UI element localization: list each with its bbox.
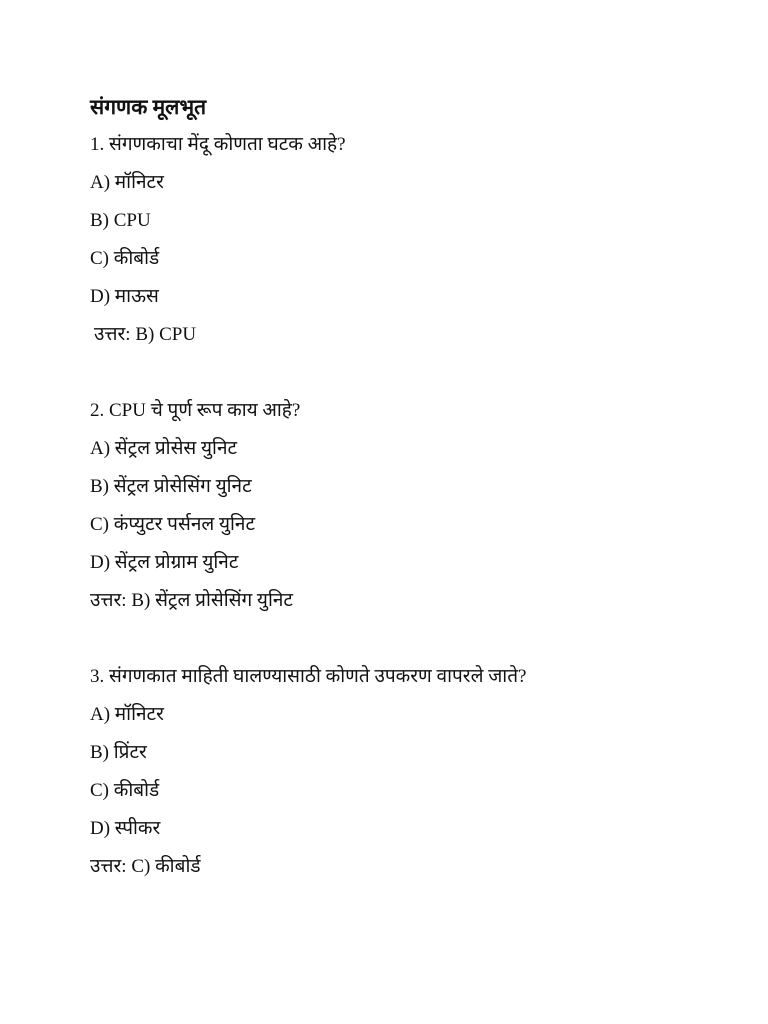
option-b: B) सेंट्रल प्रोसेसिंग युनिट bbox=[90, 476, 252, 497]
option-a: A) सेंट्रल प्रोसेस युनिट bbox=[90, 438, 238, 459]
question-block-1 bbox=[90, 130, 730, 350]
spacer bbox=[90, 358, 730, 388]
option-c: C) कीबोर्ड bbox=[90, 248, 160, 269]
question-block-2 bbox=[90, 396, 730, 616]
question-block-3 bbox=[90, 662, 730, 882]
spacer bbox=[90, 624, 730, 654]
question-text: 3. संगणकात माहिती घालण्यासाठी कोणते उपकरण वापरले जाते? bbox=[90, 666, 527, 687]
document-title: संगणक मूलभूत bbox=[90, 95, 207, 119]
option-c: C) कंप्युटर पर्सनल युनिट bbox=[90, 514, 256, 535]
option-c: C) कीबोर्ड bbox=[90, 780, 160, 801]
option-b: B) CPU bbox=[90, 210, 151, 231]
option-d: D) स्पीकर bbox=[90, 818, 161, 839]
option-a: A) मॉनिटर bbox=[90, 172, 164, 193]
question-text: 2. CPU चे पूर्ण रूप काय आहे? bbox=[90, 400, 301, 421]
document-page bbox=[90, 92, 730, 890]
answer-text: उत्तर: C) कीबोर्ड bbox=[90, 856, 201, 877]
answer-text: उत्तर: B) CPU bbox=[94, 324, 197, 345]
option-a: A) मॉनिटर bbox=[90, 704, 164, 725]
option-b: B) प्रिंटर bbox=[90, 742, 147, 763]
option-d: D) सेंट्रल प्रोग्राम युनिट bbox=[90, 552, 239, 573]
option-d: D) माऊस bbox=[90, 286, 159, 307]
answer-text: उत्तर: B) सेंट्रल प्रोसेसिंग युनिट bbox=[90, 590, 293, 611]
question-text: 1. संगणकाचा मेंदू कोणता घटक आहे? bbox=[90, 134, 346, 155]
